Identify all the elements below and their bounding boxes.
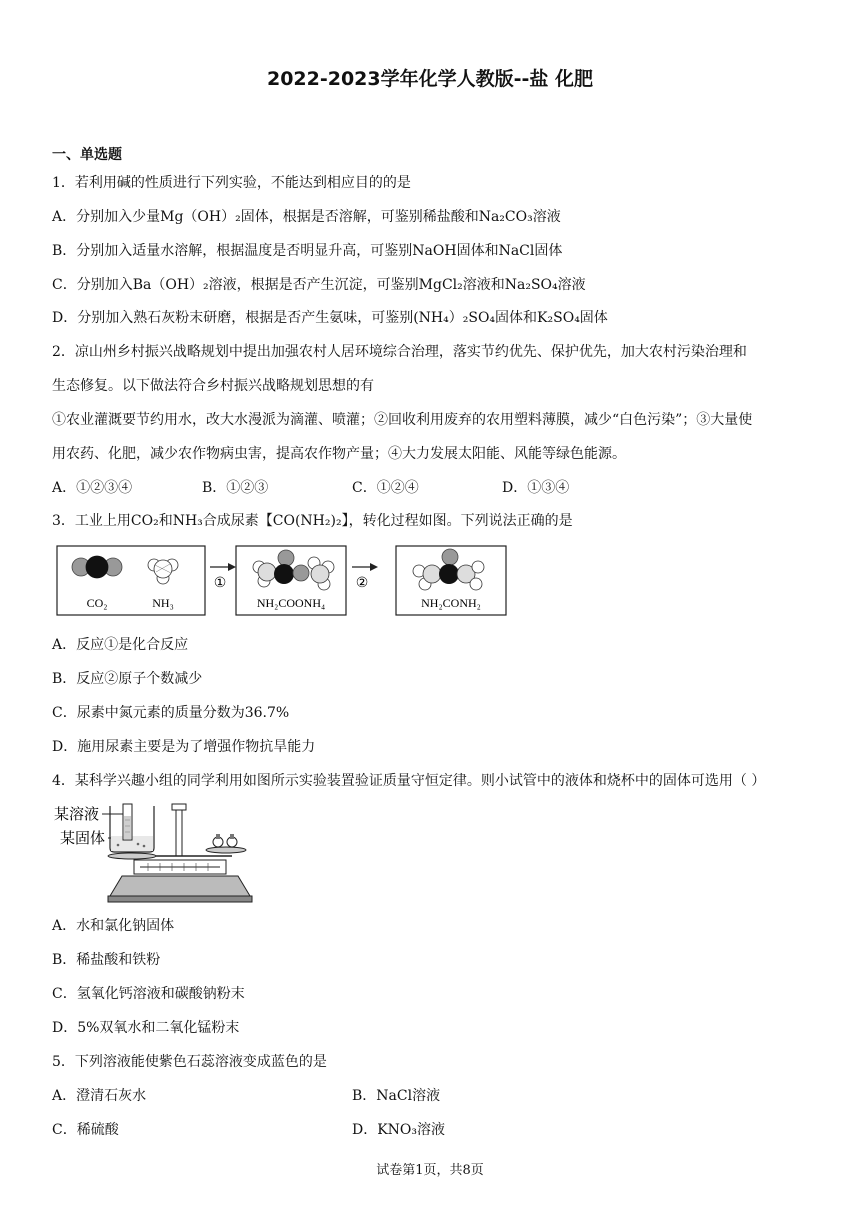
step-1-label: ① <box>213 576 227 591</box>
question-2-option-d: D．①③④ <box>502 480 570 496</box>
question-3-option-d: D．施用尿素主要是为了增强作物抗旱能力 <box>52 739 316 755</box>
intermediate-label: NH₂COONH₄ <box>256 596 326 610</box>
question-4-option-d: D．5%双氧水和二氧化锰粉末 <box>52 1020 240 1036</box>
section-heading: 一、单选题 <box>52 147 122 163</box>
question-4-stem: 4．某科学兴趣小组的同学利用如图所示实验装置验证质量守恒定律。则小试管中的液体和烧杯中的固体可选用（ ） <box>52 773 766 789</box>
co2-molecule-icon <box>72 556 122 578</box>
question-1-option-d: D．分别加入熟石灰粉末研磨，根据是否产生氨味，可鉴别(NH₄）₂SO₄固体和K₂SO₄固体 <box>52 310 608 326</box>
question-5-stem: 5．下列溶液能使紫色石蕊溶液变成蓝色的是 <box>52 1054 327 1070</box>
question-5-option-c: C．稀硫酸 <box>52 1122 119 1138</box>
urea-molecule-icon <box>413 549 484 590</box>
question-1-option-b: B．分别加入适量水溶解，根据温度是否明显升高，可鉴别NaOH固体和NaCl固体 <box>52 243 563 259</box>
question-2-stem-line4: 用农药、化肥，减少农作物病虫害，提高农作物产量；④大力发展太阳能、风能等绿色能源。 <box>52 446 626 462</box>
step-2-label: ② <box>355 576 369 591</box>
question-1-stem: 1．若利用碱的性质进行下列实验，不能达到相应目的的是 <box>52 175 411 191</box>
question-5-option-b: B．NaCl溶液 <box>352 1088 441 1104</box>
ammonium-carbamate-molecule-icon <box>253 550 334 590</box>
question-2-stem-line3: ①农业灌溉要节约用水，改大水漫派为滴灌、喷灌；②回收利用废弃的农用塑料薄膜，减少“白色污染”；③大量使 <box>52 412 753 428</box>
co2-label: CO₂ <box>86 596 108 610</box>
product-label: NH₂CONH₂ <box>421 596 481 610</box>
question-3-option-a: A．反应①是化合反应 <box>52 637 189 653</box>
solution-label: 某溶液 <box>54 807 100 823</box>
question-1-option-c: C．分别加入Ba（OH）₂溶液，根据是否产生沉淀，可鉴别MgCl₂溶液和Na₂SO₄溶液 <box>52 277 586 293</box>
urea-synthesis-diagram <box>56 545 510 617</box>
question-4-option-a: A．水和氯化钠固体 <box>52 918 175 934</box>
page-footer: 试卷第1页，共8页 <box>376 1163 484 1178</box>
balance-apparatus-diagram <box>52 800 257 905</box>
question-2-option-a: A．①②③④ <box>52 480 133 496</box>
question-5-option-d: D．KNO₃溶液 <box>352 1122 446 1138</box>
question-4-option-b: B．稀盐酸和铁粉 <box>52 952 161 968</box>
question-1-option-a: A．分别加入少量Mg（OH）₂固体，根据是否溶解，可鉴别稀盐酸和Na₂CO₃溶液 <box>52 209 561 225</box>
solid-label: 某固体 <box>60 831 106 847</box>
question-2-option-c: C．①②④ <box>352 480 419 496</box>
question-2-stem-line2: 生态修复。以下做法符合乡村振兴战略规划思想的有 <box>52 378 374 394</box>
question-3-option-b: B．反应②原子个数减少 <box>52 671 203 687</box>
nh3-molecule-icon <box>148 559 178 584</box>
question-3-stem: 3．工业上用CO₂和NH₃合成尿素【CO(NH₂)₂】，转化过程如图。下列说法正确的是 <box>52 513 573 529</box>
question-2-stem-line1: 2．凉山州乡村振兴战略规划中提出加强农村人居环境综合治理，落实节约优先、保护优先，加大农村污染治理和 <box>52 344 747 360</box>
page-title: 2022-2023学年化学人教版--盐 化肥 <box>266 68 594 90</box>
question-4-option-c: C．氢氧化钙溶液和碳酸钠粉末 <box>52 986 245 1002</box>
question-2-option-b: B．①②③ <box>202 480 269 496</box>
question-5-option-a: A．澄清石灰水 <box>52 1088 147 1104</box>
beaker-icon <box>110 804 154 852</box>
question-3-option-c: C．尿素中氮元素的质量分数为36.7% <box>52 705 290 721</box>
nh3-label: NH₃ <box>152 596 174 610</box>
